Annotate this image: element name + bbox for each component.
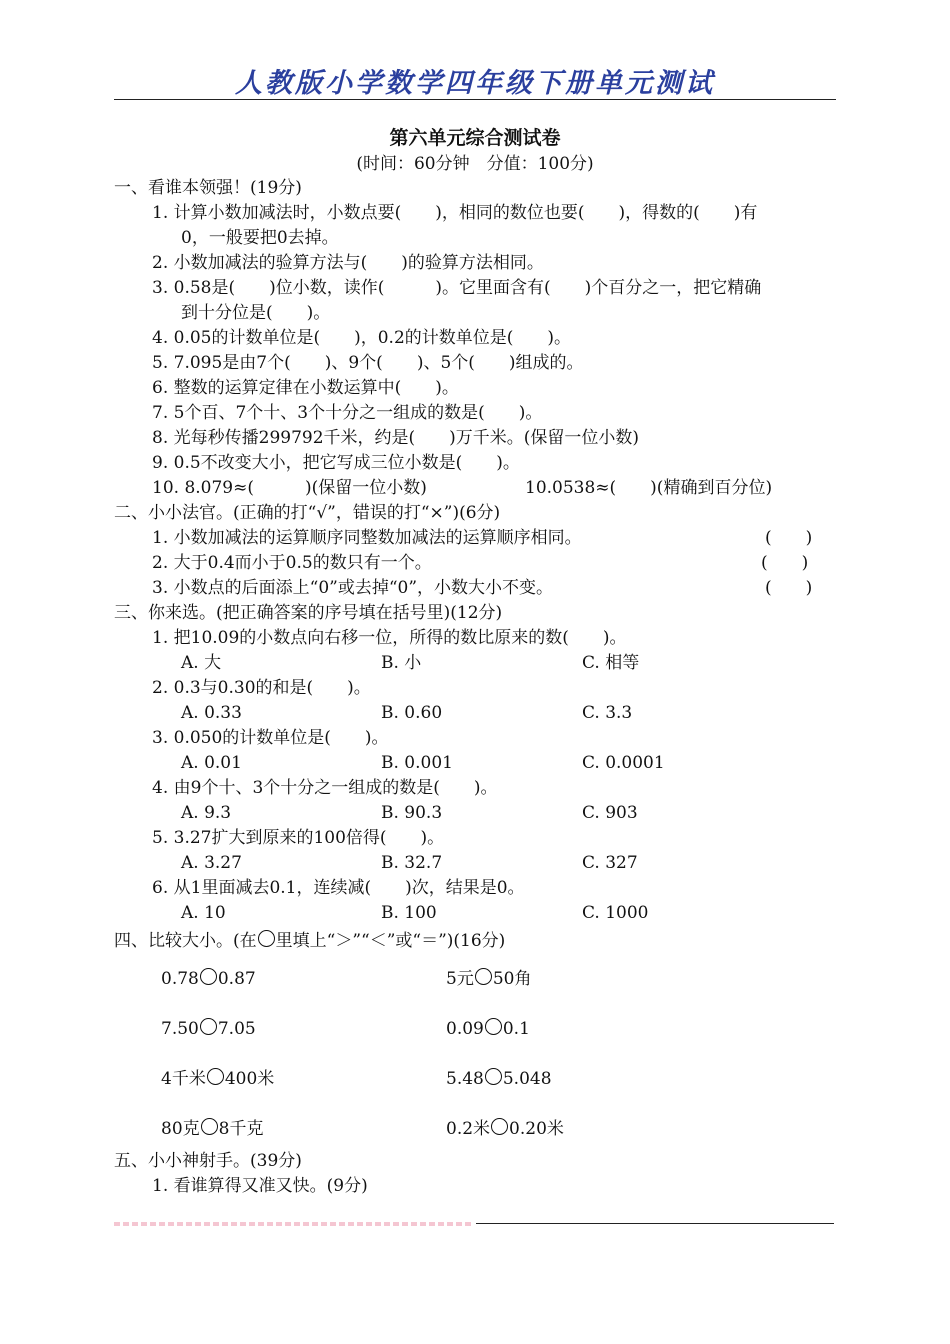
s3-q1-option-a: A. 大	[181, 653, 222, 673]
s1-q3-line1: 3. 0.58是( )位小数，读作( )。它里面含有( )个百分之一，把它精确	[152, 278, 762, 298]
compare-left: 5元	[446, 969, 474, 989]
compare-circle-icon[interactable]	[475, 968, 492, 985]
s4-compare-2b	[446, 1018, 530, 1038]
s4-compare-4b	[446, 1118, 564, 1138]
compare-right: 8千克	[218, 1119, 264, 1139]
s2-answer-paren-1: ( )	[765, 528, 813, 548]
s3-q1: 1. 把10.09的小数点向右移一位，所得的数比原来的数( )。	[152, 628, 627, 648]
compare-right: 0.1	[502, 1019, 530, 1039]
compare-circle-icon[interactable]	[200, 968, 217, 985]
s3-q6-option-b: B. 100	[381, 903, 437, 923]
compare-left: 0.2米	[446, 1119, 491, 1139]
section-4-heading	[114, 930, 505, 950]
header-rule	[114, 99, 836, 100]
s2-answer-paren-2: ( )	[761, 553, 809, 573]
section-2-heading: 二、小小法官。(正确的打“√”，错误的打“×”)(6分)	[114, 503, 501, 523]
s4-compare-3a	[161, 1068, 274, 1088]
s5-q1: 1. 看谁算得又准又快。(9分)	[152, 1176, 368, 1196]
compare-left: 7.50	[161, 1019, 199, 1039]
compare-right: 0.87	[217, 969, 256, 989]
s4-compare-4a	[161, 1118, 263, 1138]
s3-q5-option-b: B. 32.7	[381, 853, 443, 873]
s4-compare-1a	[161, 968, 256, 988]
s1-q2: 2. 小数加减法的验算方法与( )的验算方法相同。	[152, 253, 544, 273]
s1-q6: 6. 整数的运算定律在小数运算中( )。	[152, 378, 459, 398]
compare-circle-icon[interactable]	[491, 1118, 508, 1135]
s3-q5-option-a: A. 3.27	[181, 853, 242, 873]
s1-q4: 4. 0.05的计数单位是( )，0.2的计数单位是( )。	[152, 328, 572, 348]
s3-q2-option-a: A. 0.33	[181, 703, 242, 723]
compare-circle-icon[interactable]	[200, 1018, 217, 1035]
s3-q6-option-a: A. 10	[181, 903, 226, 923]
s4-compare-3b	[446, 1068, 552, 1088]
s3-q4-option-c: C. 903	[582, 803, 638, 823]
s2-item-2: 2. 大于0.4而小于0.5的数只有一个。	[152, 553, 432, 573]
s3-q4: 4. 由9个十、3个十分之一组成的数是( )。	[152, 778, 498, 798]
compare-right: 400米	[224, 1069, 275, 1089]
s3-q2-option-c: C. 3.3	[582, 703, 633, 723]
s3-q6: 6. 从1里面减去0.1，连续减( )次，结果是0。	[152, 878, 525, 898]
s1-q10-part2: 10.0538≈( )(精确到百分位)	[525, 478, 773, 498]
s4-heading-part2: 里填上“＞”“＜”或“＝”)(16分)	[275, 931, 506, 951]
s3-q4-option-a: A. 9.3	[181, 803, 232, 823]
s1-q10-part1: 10. 8.079≈( )(保留一位小数)	[152, 478, 427, 498]
s4-compare-1b	[446, 968, 531, 988]
s3-q2: 2. 0.3与0.30的和是( )。	[152, 678, 371, 698]
s1-q3-line2: 到十分位是( )。	[181, 303, 331, 323]
page-title: 第六单元综合测试卷	[389, 127, 561, 149]
s3-q3-option-b: B. 0.001	[381, 753, 453, 773]
footer-wavy-line	[114, 1222, 474, 1226]
s1-q1-line1: 1. 计算小数加减法时，小数点要( )，相同的数位也要( )，得数的( )有	[152, 203, 758, 223]
compare-circle-icon[interactable]	[207, 1068, 224, 1085]
compare-circle-icon[interactable]	[485, 1068, 502, 1085]
s2-item-1: 1. 小数加减法的运算顺序同整数加减法的运算顺序相同。	[152, 528, 582, 548]
compare-circle-icon[interactable]	[485, 1018, 502, 1035]
s3-q5: 5. 3.27扩大到原来的100倍得( )。	[152, 828, 445, 848]
section-3-heading: 三、你来选。(把正确答案的序号填在括号里)(12分)	[114, 603, 503, 623]
compare-right: 5.048	[502, 1069, 552, 1089]
compare-right: 50角	[492, 969, 532, 989]
s3-q5-option-c: C. 327	[582, 853, 638, 873]
header-title: 人教版小学数学四年级下册单元测试	[235, 68, 715, 99]
s1-q8: 8. 光每秒传播299792千米，约是( )万千米。(保留一位小数)	[152, 428, 640, 448]
s3-q6-option-c: C. 1000	[582, 903, 649, 923]
s4-heading-part1: 四、比较大小。(在	[114, 931, 257, 951]
compare-circle-icon[interactable]	[201, 1118, 218, 1135]
s2-item-3: 3. 小数点的后面添上“0”或去掉“0”，小数大小不变。	[152, 578, 554, 598]
s2-answer-paren-3: ( )	[765, 578, 813, 598]
compare-left: 4千米	[161, 1069, 206, 1089]
compare-right: 0.20米	[509, 1119, 564, 1139]
s3-q3-option-c: C. 0.0001	[582, 753, 665, 773]
s1-q1-line2: 0，一般要把0去掉。	[181, 228, 339, 248]
footer-rule	[476, 1223, 834, 1224]
page-subtitle: (时间：60分钟 分值：100分)	[356, 154, 594, 174]
compare-right: 7.05	[217, 1019, 256, 1039]
compare-left: 5.48	[446, 1069, 484, 1089]
compare-left: 0.78	[161, 969, 199, 989]
s3-q3: 3. 0.050的计数单位是( )。	[152, 728, 389, 748]
s1-q7: 7. 5个百、7个十、3个十分之一组成的数是( )。	[152, 403, 543, 423]
section-1-heading: 一、看谁本领强！(19分)	[114, 178, 302, 198]
s3-q4-option-b: B. 90.3	[381, 803, 443, 823]
compare-left: 80克	[161, 1119, 200, 1139]
s1-q5: 5. 7.095是由7个( )、9个( )、5个( )组成的。	[152, 353, 584, 373]
circle-icon	[258, 930, 275, 947]
s3-q3-option-a: A. 0.01	[181, 753, 242, 773]
s4-compare-2a	[161, 1018, 256, 1038]
s1-q9: 9. 0.5不改变大小，把它写成三位小数是( )。	[152, 453, 520, 473]
s3-q1-option-b: B. 小	[381, 653, 422, 673]
section-5-heading: 五、小小神射手。(39分)	[114, 1151, 302, 1171]
compare-left: 0.09	[446, 1019, 484, 1039]
s3-q1-option-c: C. 相等	[582, 653, 640, 673]
s3-q2-option-b: B. 0.60	[381, 703, 443, 723]
